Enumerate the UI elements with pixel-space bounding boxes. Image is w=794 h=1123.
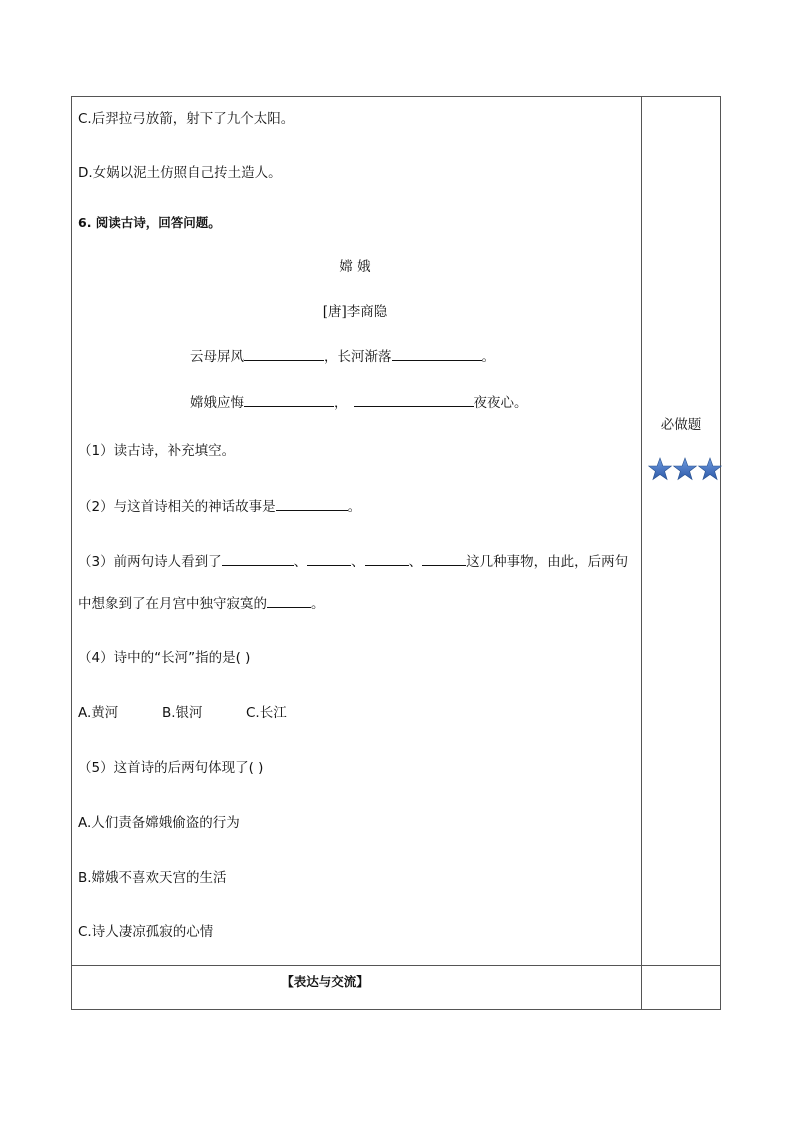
q6-sub3-blank-4[interactable] <box>422 552 466 566</box>
poem-line-1 <box>190 347 495 366</box>
q6-sub5-option-b: B.嫦娥不喜欢天宫的生活 <box>78 870 227 886</box>
poem-line2-comma: ， <box>334 395 348 411</box>
q6-sub3-text: （3）前两句诗人看到了 <box>78 554 222 570</box>
q6-sub2 <box>78 497 361 516</box>
poem-line2-start: 嫦娥应悔 <box>190 395 244 411</box>
q6-sub3-blank-2[interactable] <box>307 552 351 566</box>
q6-sub4-option-a: A.黄河 <box>78 705 119 721</box>
q5-option-c: C.后羿拉弓放箭，射下了九个太阳。 <box>78 111 295 127</box>
star-icon <box>649 458 672 480</box>
q6-sub4-option-c: C.长江 <box>246 705 287 721</box>
table-border-left <box>71 96 72 1010</box>
q6-sub4: （4）诗中的“长河”指的是( ) <box>78 650 251 666</box>
q6-sub3-line2 <box>78 594 325 613</box>
q6-sub5: （5）这首诗的后两句体现了( ) <box>78 760 264 776</box>
difficulty-stars <box>648 457 722 483</box>
poem-line1-start: 云母屏风 <box>190 349 244 365</box>
star-icon <box>699 458 722 480</box>
poem-line2-end: 夜夜心。 <box>473 395 528 411</box>
q5-option-d: D.女娲以泥土仿照自己抟土造人。 <box>78 165 282 181</box>
poem-blank-3[interactable] <box>244 393 334 407</box>
poem-blank-4[interactable] <box>354 393 474 407</box>
poem-line1-mid: ，长河渐落 <box>324 349 392 365</box>
q6-sub2-text: （2）与这首诗相关的神话故事是 <box>78 499 276 515</box>
poem-blank-1[interactable] <box>244 347 324 361</box>
q6-sub1: （1）读古诗，补充填空。 <box>78 443 236 459</box>
q6-sub3-blank-1[interactable] <box>222 552 294 566</box>
q6-sub4-option-b: B.银河 <box>162 705 203 721</box>
q6-sub5-option-a: A.人们责备嫦娥偷盗的行为 <box>78 815 240 831</box>
q6-sub3-blank-5[interactable] <box>267 594 311 608</box>
q6-sub3-sep-1: 、 <box>293 554 308 570</box>
poem-line-2 <box>190 393 528 412</box>
table-border-top <box>71 96 721 97</box>
section-title: 【表达与交流】 <box>281 974 369 989</box>
q6-sub3-end: 。 <box>311 596 325 612</box>
table-row-divider <box>71 965 721 966</box>
q6-sub2-blank[interactable] <box>276 497 348 511</box>
q6-heading: 6. 阅读古诗，回答问题。 <box>78 215 221 230</box>
table-column-divider <box>641 96 642 1010</box>
q6-sub2-end: 。 <box>347 499 362 515</box>
q6-sub3-sep-3: 、 <box>408 554 423 570</box>
q6-sub5-option-c: C.诗人凄凉孤寂的心情 <box>78 924 214 940</box>
q6-sub3-text-2: 中想象到了在月宫中独守寂寞的 <box>78 596 267 612</box>
poem-blank-2[interactable] <box>392 347 482 361</box>
q6-sub3-blank-3[interactable] <box>365 552 409 566</box>
poem-line1-end: 。 <box>481 349 495 365</box>
poem-title: 嫦 娥 <box>339 259 371 275</box>
q6-sub3-sep-2: 、 <box>351 554 365 570</box>
table-border-bottom <box>71 1009 721 1010</box>
star-icon <box>674 458 697 480</box>
table-border-right <box>720 96 721 1010</box>
required-label: 必做题 <box>660 417 702 433</box>
q6-sub3-cont: 这几种事物，由此，后两句 <box>466 554 629 570</box>
poem-author: [唐]李商隐 <box>322 304 388 320</box>
q6-sub3-line1 <box>78 552 628 571</box>
